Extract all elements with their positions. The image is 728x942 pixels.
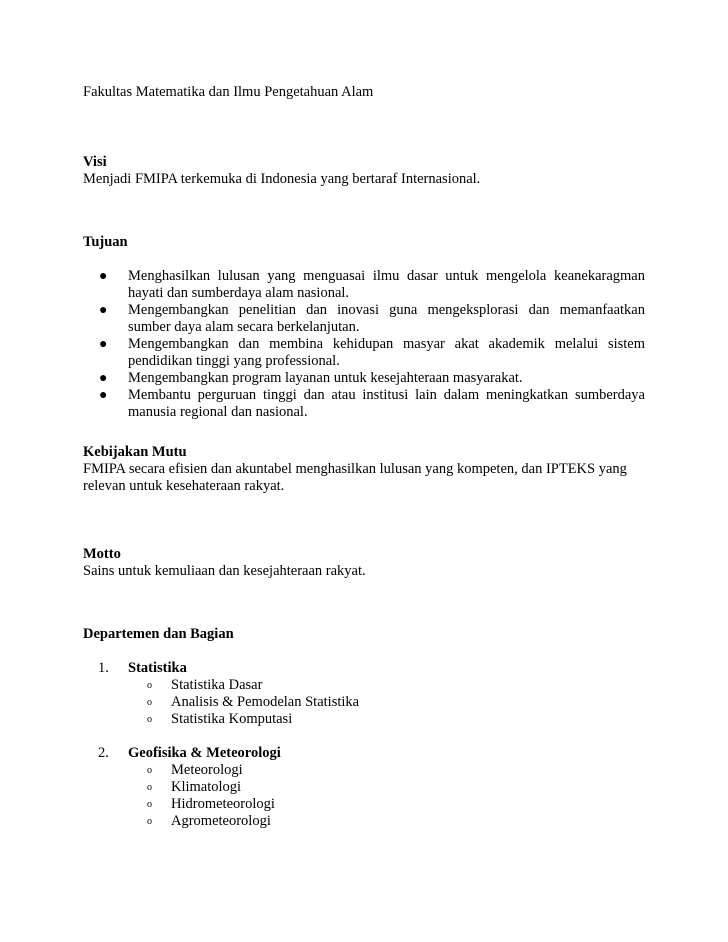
kebijakan-heading: Kebijakan Mutu — [83, 444, 187, 460]
tujuan-section — [83, 234, 645, 421]
bullet-icon: ● — [99, 371, 108, 386]
department-number: 1. — [98, 660, 109, 676]
department-title: Statistika — [128, 660, 187, 676]
department-item — [83, 745, 645, 762]
circle-bullet-icon: o — [147, 782, 152, 793]
tujuan-list — [83, 268, 645, 421]
circle-bullet-icon: o — [147, 714, 152, 725]
circle-bullet-icon: o — [147, 680, 152, 691]
kebijakan-text: FMIPA secara efisien dan akuntabel menghasilkan lulusan yang kompeten, dan IPTEKS yang relevan untuk kesehateraan rakyat. — [83, 461, 627, 494]
list-item — [83, 268, 645, 302]
bullet-icon: ● — [99, 388, 108, 403]
tujuan-item-text: Menghasilkan lulusan yang menguasai ilmu dasar untuk mengelola keanekaragman hayati dan sumberdaya alam nasional. — [128, 268, 645, 301]
list-item — [83, 711, 645, 728]
sub-item-text: Hidrometeorologi — [171, 796, 275, 812]
department-number: 2. — [98, 745, 109, 761]
department-item — [83, 660, 645, 677]
sub-item-text: Meteorologi — [171, 762, 243, 778]
tujuan-item-text: Membantu perguruan tinggi dan atau institusi lain dalam meningkatkan sumberdaya manusia regional dan nasional. — [128, 387, 645, 420]
visi-section — [83, 154, 645, 188]
faculty-title: Fakultas Matematika dan Ilmu Pengetahuan Alam — [83, 84, 374, 100]
list-item — [83, 796, 645, 813]
circle-bullet-icon: o — [147, 816, 152, 827]
list-item — [83, 779, 645, 796]
circle-bullet-icon: o — [147, 765, 152, 776]
departemen-heading: Departemen dan Bagian — [83, 626, 234, 642]
bullet-icon: ● — [99, 269, 108, 284]
tujuan-item-text: Mengembangkan program layanan untuk kesejahteraan masyarakat. — [128, 370, 523, 386]
list-item — [83, 336, 645, 370]
tujuan-item-text: Mengembangkan dan membina kehidupan masyar akat akademik melalui sistem pendidikan tinggi yang professional. — [128, 336, 645, 369]
visi-heading: Visi — [83, 154, 107, 170]
circle-bullet-icon: o — [147, 799, 152, 810]
sub-item-text: Statistika Komputasi — [171, 711, 293, 727]
tujuan-item-text: Mengembangkan penelitian dan inovasi guna mengeksplorasi dan memanfaatkan sumber daya alam secara berkelanjutan. — [128, 302, 645, 335]
kebijakan-section — [83, 444, 645, 495]
list-item — [83, 762, 645, 779]
department-sub-list — [83, 762, 645, 830]
motto-text: Sains untuk kemuliaan dan kesejahteraan rakyat. — [83, 563, 366, 579]
sub-item-text: Analisis & Pemodelan Statistika — [171, 694, 360, 710]
visi-text: Menjadi FMIPA terkemuka di Indonesia yang bertaraf Internasional. — [83, 171, 481, 187]
list-item — [83, 370, 645, 387]
sub-item-text: Agrometeorologi — [171, 813, 271, 829]
motto-heading: Motto — [83, 546, 121, 562]
circle-bullet-icon: o — [147, 697, 152, 708]
bullet-icon: ● — [99, 337, 108, 352]
tujuan-heading: Tujuan — [83, 234, 128, 250]
list-item — [83, 677, 645, 694]
motto-section — [83, 546, 645, 580]
sub-item-text: Statistika Dasar — [171, 677, 263, 693]
list-item — [83, 694, 645, 711]
list-item — [83, 813, 645, 830]
departemen-list — [83, 660, 645, 830]
bullet-icon: ● — [99, 303, 108, 318]
list-item — [83, 302, 645, 336]
list-item — [83, 387, 645, 421]
sub-item-text: Klimatologi — [171, 779, 242, 795]
department-sub-list — [83, 677, 645, 728]
department-title: Geofisika & Meteorologi — [128, 745, 281, 761]
departemen-section — [83, 626, 645, 830]
